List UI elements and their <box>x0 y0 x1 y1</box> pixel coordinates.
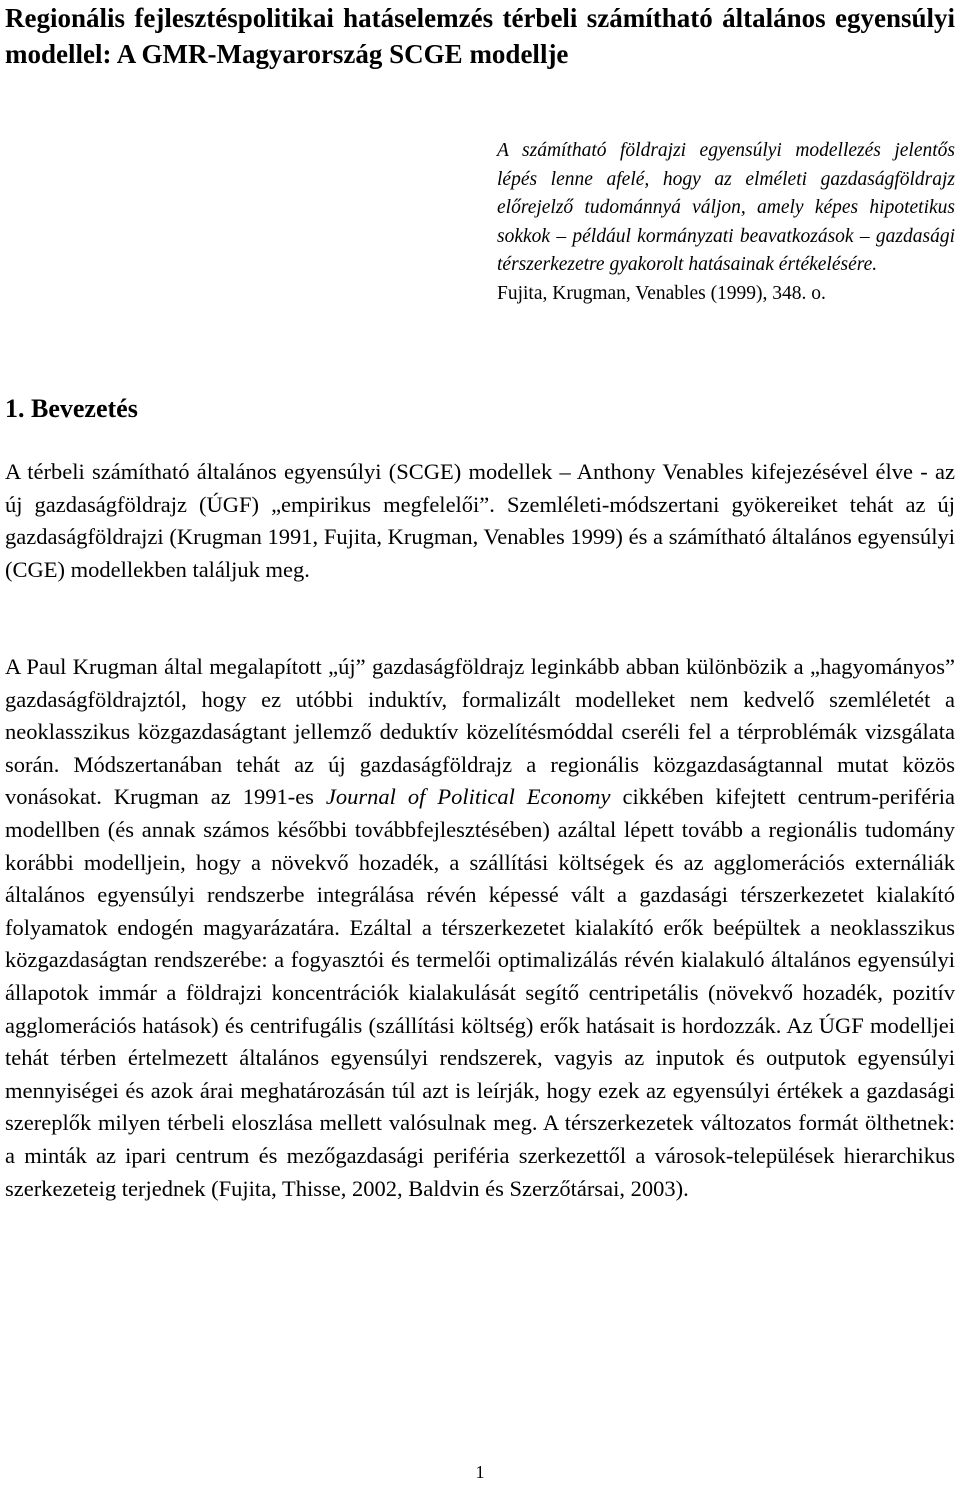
body-paragraph-1: A térbeli számítható általános egyensúlyi (SCGE) modellek – Anthony Venables kifejezésével élve - az új gazdaságföldrajz (ÚGF) „empirikus megfelelői”. Szemléleti-módszertani gyökereiket tehát az új gazdaságföldrajzi (Krugman 1991, Fujita, Krugman, Venables 1999) és a számítható általános egyensúlyi (CGE) modellekben találjuk meg. <box>5 459 955 582</box>
body-paragraph-2 <box>5 651 955 1205</box>
epigraph-source: Fujita, Krugman, Venables (1999), 348. o. <box>497 282 826 304</box>
document-title: Regionális fejlesztéspolitikai hatáselemzés térbeli számítható általános egyensúlyi modellel: A GMR-Magyarország SCGE modellje <box>5 3 955 69</box>
epigraph-quote: A számítható földrajzi egyensúlyi modellezés jelentős lépés lenne afelé, hogy az elméleti gazdaságföldrajz előrejelző tudománnyá váljon, amely képes hipotetikus sokkok – például kormányzati beavatkozások – gazdasági térszerkezetre gyakorolt hatásainak értékelésére. <box>497 140 955 275</box>
epigraph <box>497 137 955 308</box>
paragraph-2-text-end: cikkében kifejtett centrum-periféria modellben (és annak számos későbbi továbbfejlesztésében) azáltal lépett tovább a regionális tudomány korábbi modelljein, hogy a növekvő hozadék, a szállítási költségek és az agglomerációs externáliák általános egyensúlyi rendszerbe integrálása révén képessé vált a gazdasági térszerkezetet kialakító folyamatok endogén magyarázatára. Ezáltal a térszerkezetet kialakító erők beépültek a neoklasszikus közgazdaságtan rendszerébe: a fogyasztói és termelői optimalizálás révén kialakuló általános egyensúlyi állapotok immár a földrajzi koncentrációk kialakulását segítő centripetális (növekvő hozadék, pozitív agglomerációs hatások) és centrifugális (szállítási költség) erők hatásait is hordozzák. Az ÚGF modelljei tehát térben értelmezett általános egyensúlyi rendszerek, vagyis az inputok és outputok egyensúlyi mennyiségei és azok árai meghatározásán túl azt is leírják, hogy ezek az egyensúlyi értékek a gazdasági szereplők milyen térbeli eloszlása mellett valósulnak meg. A térszerkezetek változatos formát ölthetnek: a minták az ipari centrum és mezőgazdasági periféria szerkezettől a városok-települések hierarchikus szerkezeteig terjednek (Fujita, Thisse, 2002, Baldvin és Szerzőtársai, 2003). <box>5 784 955 1201</box>
journal-title: Journal of Political Economy <box>325 784 611 810</box>
section-heading: 1. Bevezetés <box>5 394 138 423</box>
page-number: 1 <box>475 1462 485 1482</box>
paragraph-2-text-start: A Paul Krugman által megalapított „új” gazdaságföldrajz leginkább abban különbözik a „hagyományos” gazdaságföldrajztól, hogy ez utóbbi induktív, formalizált modelleket nem kedvelő szemléletét a neoklasszikus közgazdaságtant jellemző deduktív közelítésmóddal cseréli fel a térproblémák vizsgálata során. Módszertanában tehát az új gazdaságföldrajz a regionális közgazdaságtannal mutat közös vonásokat. Krugman az 1991-es <box>5 654 955 810</box>
